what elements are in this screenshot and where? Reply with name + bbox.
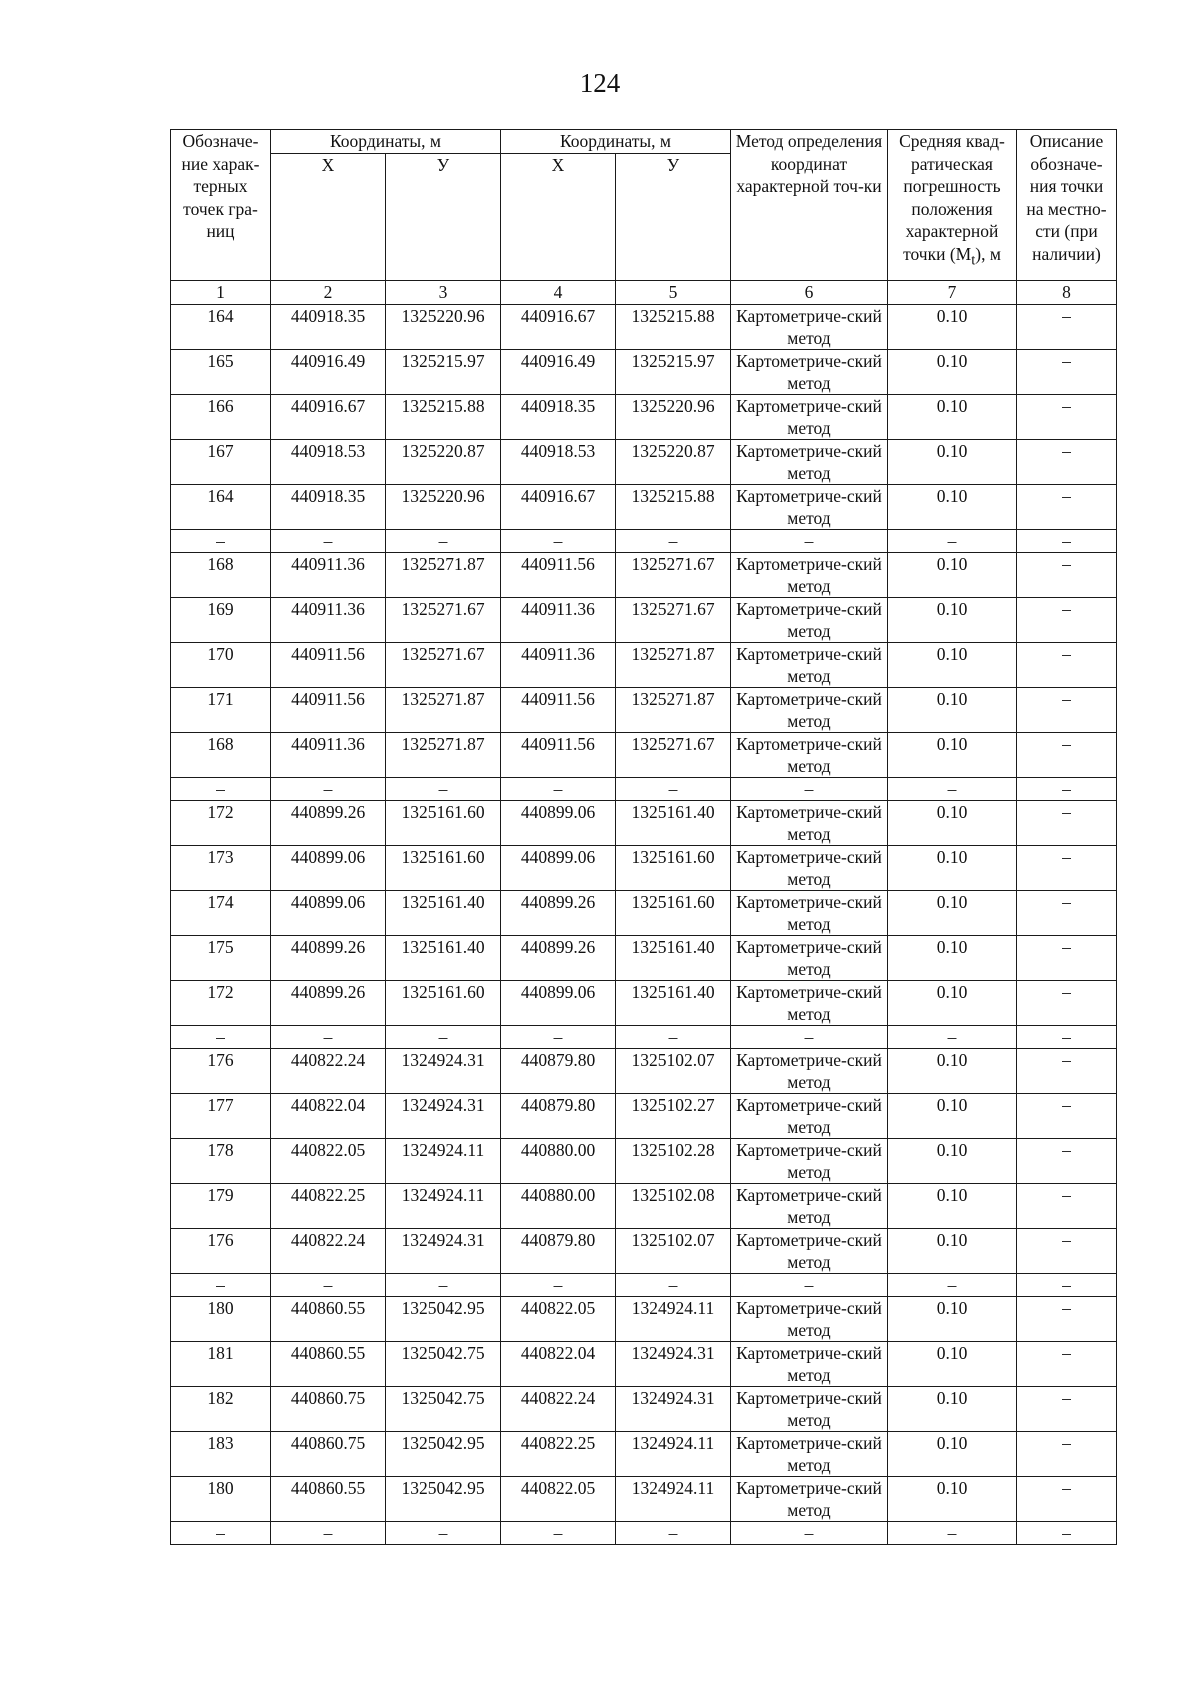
dash-cell: –: [386, 777, 501, 800]
table-row: [171, 1296, 1117, 1341]
description-cell: –: [1017, 304, 1117, 349]
point-id-cell: 179: [171, 1183, 271, 1228]
error-cell: 0.10: [888, 935, 1017, 980]
y1-cell: 1324924.31: [386, 1228, 501, 1273]
error-cell: 0.10: [888, 1228, 1017, 1273]
column-number: 2: [271, 280, 386, 304]
table-row: [171, 980, 1117, 1025]
table-row: [171, 890, 1117, 935]
x1-cell: 440822.24: [271, 1228, 386, 1273]
table-row: [171, 394, 1117, 439]
y1-cell: 1325271.67: [386, 597, 501, 642]
x2-cell: 440880.00: [501, 1138, 616, 1183]
point-id-cell: 166: [171, 394, 271, 439]
point-id-cell: 172: [171, 800, 271, 845]
header-x-1: Х: [271, 153, 386, 280]
dash-cell: –: [171, 1025, 271, 1048]
error-cell: 0.10: [888, 304, 1017, 349]
error-cell: 0.10: [888, 439, 1017, 484]
x1-cell: 440899.26: [271, 935, 386, 980]
x2-cell: 440916.49: [501, 349, 616, 394]
error-cell: 0.10: [888, 687, 1017, 732]
error-cell: 0.10: [888, 349, 1017, 394]
x2-cell: 440879.80: [501, 1093, 616, 1138]
method-cell: Картометриче-ский метод: [731, 1296, 888, 1341]
point-id-cell: 182: [171, 1386, 271, 1431]
y2-cell: 1325102.27: [616, 1093, 731, 1138]
table-row: [171, 935, 1117, 980]
y2-cell: 1325271.67: [616, 732, 731, 777]
y2-cell: 1324924.11: [616, 1296, 731, 1341]
table-row: [171, 597, 1117, 642]
x1-cell: 440918.53: [271, 439, 386, 484]
y1-cell: 1325161.60: [386, 980, 501, 1025]
dash-cell: –: [731, 1025, 888, 1048]
x1-cell: 440822.24: [271, 1048, 386, 1093]
x2-cell: 440899.26: [501, 935, 616, 980]
method-cell: Картометриче-ский метод: [731, 552, 888, 597]
dash-cell: –: [888, 777, 1017, 800]
description-cell: –: [1017, 394, 1117, 439]
x2-cell: 440918.53: [501, 439, 616, 484]
separator-row: [171, 1521, 1117, 1544]
x1-cell: 440899.06: [271, 845, 386, 890]
x2-cell: 440911.56: [501, 732, 616, 777]
dash-cell: –: [171, 1521, 271, 1544]
header-error-suffix: ), м: [975, 243, 1001, 264]
description-cell: –: [1017, 800, 1117, 845]
dash-cell: –: [731, 529, 888, 552]
x2-cell: 440911.36: [501, 642, 616, 687]
x2-cell: 440899.06: [501, 980, 616, 1025]
table-row: [171, 1138, 1117, 1183]
y1-cell: 1325042.75: [386, 1386, 501, 1431]
error-cell: 0.10: [888, 642, 1017, 687]
dash-cell: –: [271, 1025, 386, 1048]
dash-cell: –: [888, 1521, 1017, 1544]
dash-cell: –: [1017, 1273, 1117, 1296]
header-method: Метод определения координат характерной точ-ки: [731, 130, 888, 281]
x2-cell: 440916.67: [501, 484, 616, 529]
description-cell: –: [1017, 484, 1117, 529]
method-cell: Картометриче-ский метод: [731, 980, 888, 1025]
dash-cell: –: [271, 777, 386, 800]
method-cell: Картометриче-ский метод: [731, 1183, 888, 1228]
column-number: 7: [888, 280, 1017, 304]
point-id-cell: 168: [171, 552, 271, 597]
y1-cell: 1325042.95: [386, 1431, 501, 1476]
dash-cell: –: [386, 1273, 501, 1296]
x1-cell: 440860.75: [271, 1431, 386, 1476]
error-cell: 0.10: [888, 1476, 1017, 1521]
point-id-cell: 183: [171, 1431, 271, 1476]
point-id-cell: 177: [171, 1093, 271, 1138]
header-y-2: У: [616, 153, 731, 280]
point-id-cell: 168: [171, 732, 271, 777]
y1-cell: 1324924.31: [386, 1093, 501, 1138]
method-cell: Картометриче-ский метод: [731, 935, 888, 980]
y2-cell: 1325161.60: [616, 890, 731, 935]
point-id-cell: 176: [171, 1048, 271, 1093]
error-cell: 0.10: [888, 1093, 1017, 1138]
y1-cell: 1325042.95: [386, 1296, 501, 1341]
error-cell: 0.10: [888, 552, 1017, 597]
dash-cell: –: [1017, 777, 1117, 800]
y1-cell: 1325220.96: [386, 304, 501, 349]
point-id-cell: 170: [171, 642, 271, 687]
table-row: [171, 1431, 1117, 1476]
method-cell: Картометриче-ский метод: [731, 732, 888, 777]
x1-cell: 440899.26: [271, 800, 386, 845]
point-id-cell: 180: [171, 1476, 271, 1521]
y1-cell: 1324924.31: [386, 1048, 501, 1093]
y1-cell: 1325220.96: [386, 484, 501, 529]
method-cell: Картометриче-ский метод: [731, 800, 888, 845]
table-row: [171, 845, 1117, 890]
dash-cell: –: [616, 777, 731, 800]
y1-cell: 1325271.87: [386, 732, 501, 777]
separator-row: [171, 1273, 1117, 1296]
dash-cell: –: [501, 1521, 616, 1544]
description-cell: –: [1017, 890, 1117, 935]
error-cell: 0.10: [888, 394, 1017, 439]
dash-cell: –: [271, 529, 386, 552]
description-cell: –: [1017, 597, 1117, 642]
x2-cell: 440822.24: [501, 1386, 616, 1431]
y1-cell: 1325161.60: [386, 800, 501, 845]
y2-cell: 1324924.31: [616, 1386, 731, 1431]
column-number: 4: [501, 280, 616, 304]
y2-cell: 1325102.07: [616, 1228, 731, 1273]
description-cell: –: [1017, 1296, 1117, 1341]
x1-cell: 440822.05: [271, 1138, 386, 1183]
method-cell: Картометриче-ский метод: [731, 394, 888, 439]
method-cell: Картометриче-ский метод: [731, 890, 888, 935]
x2-cell: 440899.06: [501, 800, 616, 845]
description-cell: –: [1017, 1048, 1117, 1093]
x1-cell: 440860.55: [271, 1296, 386, 1341]
x2-cell: 440822.04: [501, 1341, 616, 1386]
separator-row: [171, 529, 1117, 552]
table-row: [171, 1341, 1117, 1386]
description-cell: –: [1017, 1476, 1117, 1521]
table-row: [171, 1183, 1117, 1228]
point-id-cell: 167: [171, 439, 271, 484]
dash-cell: –: [616, 1273, 731, 1296]
y1-cell: 1325042.75: [386, 1341, 501, 1386]
description-cell: –: [1017, 349, 1117, 394]
x2-cell: 440822.25: [501, 1431, 616, 1476]
x2-cell: 440911.56: [501, 552, 616, 597]
point-id-cell: 178: [171, 1138, 271, 1183]
table-row: [171, 732, 1117, 777]
x2-cell: 440911.36: [501, 597, 616, 642]
y2-cell: 1325102.28: [616, 1138, 731, 1183]
description-cell: –: [1017, 845, 1117, 890]
x2-cell: 440879.80: [501, 1048, 616, 1093]
y1-cell: 1325161.40: [386, 890, 501, 935]
y2-cell: 1325102.07: [616, 1048, 731, 1093]
x1-cell: 440860.55: [271, 1341, 386, 1386]
table-row: [171, 800, 1117, 845]
x1-cell: 440822.25: [271, 1183, 386, 1228]
header-coordinates-refined: Координаты, м: [501, 130, 731, 154]
y1-cell: 1325271.67: [386, 642, 501, 687]
dash-cell: –: [386, 529, 501, 552]
header-x-2: Х: [501, 153, 616, 280]
x2-cell: 440918.35: [501, 394, 616, 439]
table-body: [171, 304, 1117, 1544]
description-cell: –: [1017, 642, 1117, 687]
dash-cell: –: [171, 1273, 271, 1296]
point-id-cell: 174: [171, 890, 271, 935]
table-row: [171, 1476, 1117, 1521]
y1-cell: 1325271.87: [386, 552, 501, 597]
dash-cell: –: [888, 1273, 1017, 1296]
point-id-cell: 164: [171, 484, 271, 529]
table-row: [171, 1228, 1117, 1273]
description-cell: –: [1017, 980, 1117, 1025]
dash-cell: –: [386, 1521, 501, 1544]
x2-cell: 440822.05: [501, 1476, 616, 1521]
method-cell: Картометриче-ский метод: [731, 1341, 888, 1386]
dash-cell: –: [616, 529, 731, 552]
table-row: [171, 1093, 1117, 1138]
x1-cell: 440918.35: [271, 304, 386, 349]
error-cell: 0.10: [888, 1386, 1017, 1431]
description-cell: –: [1017, 687, 1117, 732]
x2-cell: 440899.06: [501, 845, 616, 890]
header-point-description: Описание обозначе-ния точки на местно-сти (при наличии): [1017, 130, 1117, 281]
error-cell: 0.10: [888, 1183, 1017, 1228]
error-cell: 0.10: [888, 845, 1017, 890]
method-cell: Картометриче-ский метод: [731, 1386, 888, 1431]
y2-cell: 1325161.40: [616, 980, 731, 1025]
method-cell: Картометриче-ский метод: [731, 304, 888, 349]
dash-cell: –: [616, 1521, 731, 1544]
point-id-cell: 164: [171, 304, 271, 349]
dash-cell: –: [1017, 1521, 1117, 1544]
y1-cell: 1325215.88: [386, 394, 501, 439]
y2-cell: 1325220.96: [616, 394, 731, 439]
page-number: 124: [579, 68, 621, 98]
description-cell: –: [1017, 1431, 1117, 1476]
x2-cell: 440899.26: [501, 890, 616, 935]
y2-cell: 1324924.31: [616, 1341, 731, 1386]
point-id-cell: 175: [171, 935, 271, 980]
description-cell: –: [1017, 1138, 1117, 1183]
error-cell: 0.10: [888, 732, 1017, 777]
x2-cell: 440880.00: [501, 1183, 616, 1228]
method-cell: Картометриче-ский метод: [731, 1431, 888, 1476]
method-cell: Картометриче-ский метод: [731, 1228, 888, 1273]
column-number: 6: [731, 280, 888, 304]
y2-cell: 1325161.40: [616, 800, 731, 845]
column-number: 5: [616, 280, 731, 304]
description-cell: –: [1017, 732, 1117, 777]
method-cell: Картометриче-ский метод: [731, 1476, 888, 1521]
error-cell: 0.10: [888, 1048, 1017, 1093]
description-cell: –: [1017, 1093, 1117, 1138]
x1-cell: 440918.35: [271, 484, 386, 529]
dash-cell: –: [888, 1025, 1017, 1048]
error-cell: 0.10: [888, 484, 1017, 529]
dash-cell: –: [171, 777, 271, 800]
header-error-subscript: t: [971, 252, 976, 268]
error-cell: 0.10: [888, 1138, 1017, 1183]
column-number: 3: [386, 280, 501, 304]
point-id-cell: 165: [171, 349, 271, 394]
y2-cell: 1325215.88: [616, 304, 731, 349]
dash-cell: –: [616, 1025, 731, 1048]
header-coordinates-existing: Координаты, м: [271, 130, 501, 154]
method-cell: Картометриче-ский метод: [731, 642, 888, 687]
x1-cell: 440911.56: [271, 642, 386, 687]
y2-cell: 1325271.87: [616, 642, 731, 687]
table-row: [171, 349, 1117, 394]
x1-cell: 440911.36: [271, 732, 386, 777]
error-cell: 0.10: [888, 1341, 1017, 1386]
table-row: [171, 687, 1117, 732]
y1-cell: 1324924.11: [386, 1183, 501, 1228]
point-id-cell: 172: [171, 980, 271, 1025]
error-cell: 0.10: [888, 890, 1017, 935]
method-cell: Картометриче-ский метод: [731, 349, 888, 394]
dash-cell: –: [731, 777, 888, 800]
table-row: [171, 304, 1117, 349]
error-cell: 0.10: [888, 980, 1017, 1025]
x2-cell: 440879.80: [501, 1228, 616, 1273]
method-cell: Картометриче-ский метод: [731, 687, 888, 732]
method-cell: Картометриче-ский метод: [731, 1093, 888, 1138]
method-cell: Картометриче-ский метод: [731, 845, 888, 890]
dash-cell: –: [731, 1521, 888, 1544]
header-mean-square-error: [888, 130, 1017, 281]
y2-cell: 1325215.88: [616, 484, 731, 529]
x2-cell: 440916.67: [501, 304, 616, 349]
method-cell: Картометриче-ский метод: [731, 439, 888, 484]
method-cell: Картометриче-ский метод: [731, 484, 888, 529]
x1-cell: 440860.55: [271, 1476, 386, 1521]
x1-cell: 440899.26: [271, 980, 386, 1025]
y2-cell: 1325161.40: [616, 935, 731, 980]
dash-cell: –: [1017, 1025, 1117, 1048]
dash-cell: –: [501, 529, 616, 552]
dash-cell: –: [386, 1025, 501, 1048]
x1-cell: 440911.56: [271, 687, 386, 732]
x1-cell: 440911.36: [271, 552, 386, 597]
dash-cell: –: [271, 1273, 386, 1296]
description-cell: –: [1017, 1183, 1117, 1228]
error-cell: 0.10: [888, 800, 1017, 845]
y2-cell: 1325271.87: [616, 687, 731, 732]
y1-cell: 1325161.60: [386, 845, 501, 890]
description-cell: –: [1017, 935, 1117, 980]
separator-row: [171, 777, 1117, 800]
dash-cell: –: [888, 529, 1017, 552]
y2-cell: 1325271.67: [616, 597, 731, 642]
header-error-text: Средняя квад-ратическая погрешность положения характерной точки (M: [899, 131, 1005, 264]
boundary-points-table: [170, 129, 1117, 1545]
x2-cell: 440822.05: [501, 1296, 616, 1341]
error-cell: 0.10: [888, 1431, 1017, 1476]
dash-cell: –: [501, 777, 616, 800]
table-row: [171, 642, 1117, 687]
header-y-1: У: [386, 153, 501, 280]
separator-row: [171, 1025, 1117, 1048]
table-row: [171, 1048, 1117, 1093]
dash-cell: –: [501, 1025, 616, 1048]
point-id-cell: 176: [171, 1228, 271, 1273]
dash-cell: –: [271, 1521, 386, 1544]
y2-cell: 1324924.11: [616, 1431, 731, 1476]
y1-cell: 1325215.97: [386, 349, 501, 394]
y2-cell: 1324924.11: [616, 1476, 731, 1521]
method-cell: Картометриче-ский метод: [731, 1138, 888, 1183]
point-id-cell: 171: [171, 687, 271, 732]
x1-cell: 440916.49: [271, 349, 386, 394]
description-cell: –: [1017, 439, 1117, 484]
dash-cell: –: [501, 1273, 616, 1296]
column-number: 8: [1017, 280, 1117, 304]
x1-cell: 440860.75: [271, 1386, 386, 1431]
y1-cell: 1325220.87: [386, 439, 501, 484]
x1-cell: 440822.04: [271, 1093, 386, 1138]
dash-cell: –: [1017, 529, 1117, 552]
y2-cell: 1325102.08: [616, 1183, 731, 1228]
y1-cell: 1325271.87: [386, 687, 501, 732]
y2-cell: 1325220.87: [616, 439, 731, 484]
table-row: [171, 1386, 1117, 1431]
point-id-cell: 181: [171, 1341, 271, 1386]
y1-cell: 1325161.40: [386, 935, 501, 980]
description-cell: –: [1017, 552, 1117, 597]
method-cell: Картометриче-ский метод: [731, 1048, 888, 1093]
x1-cell: 440899.06: [271, 890, 386, 935]
y1-cell: 1324924.11: [386, 1138, 501, 1183]
method-cell: Картометриче-ский метод: [731, 597, 888, 642]
y2-cell: 1325271.67: [616, 552, 731, 597]
error-cell: 0.10: [888, 1296, 1017, 1341]
description-cell: –: [1017, 1341, 1117, 1386]
y1-cell: 1325042.95: [386, 1476, 501, 1521]
dash-cell: –: [171, 529, 271, 552]
table-row: [171, 439, 1117, 484]
point-id-cell: 169: [171, 597, 271, 642]
y2-cell: 1325161.60: [616, 845, 731, 890]
description-cell: –: [1017, 1228, 1117, 1273]
x1-cell: 440916.67: [271, 394, 386, 439]
table-row: [171, 552, 1117, 597]
description-cell: –: [1017, 1386, 1117, 1431]
header-designation: Обозначе-ние харак-терных точек гра-ниц: [171, 130, 271, 281]
table-row: [171, 484, 1117, 529]
x2-cell: 440911.56: [501, 687, 616, 732]
error-cell: 0.10: [888, 597, 1017, 642]
dash-cell: –: [731, 1273, 888, 1296]
point-id-cell: 173: [171, 845, 271, 890]
column-number: 1: [171, 280, 271, 304]
x1-cell: 440911.36: [271, 597, 386, 642]
point-id-cell: 180: [171, 1296, 271, 1341]
y2-cell: 1325215.97: [616, 349, 731, 394]
column-number-row: [171, 280, 1117, 304]
